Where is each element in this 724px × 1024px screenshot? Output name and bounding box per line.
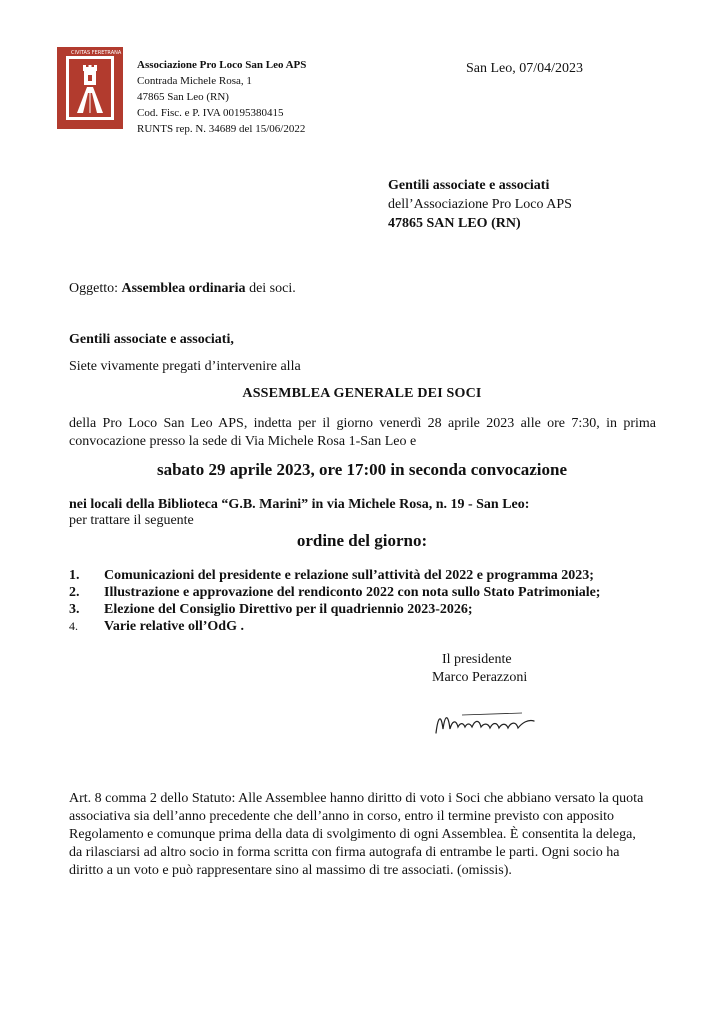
treat-line: per trattare il seguente <box>69 513 194 528</box>
intro-text: Siete vivamente pregati d’intervenire alla <box>69 359 301 374</box>
agenda-item <box>69 584 617 601</box>
subject-bold: Assemblea ordinaria <box>121 281 246 296</box>
org-tax-code: Cod. Fisc. e P. IVA 00195380415 <box>137 107 284 119</box>
agenda-item-number: 1. <box>69 568 80 583</box>
agenda-item <box>69 567 617 584</box>
signatory-name: Marco Perazzoni <box>432 670 528 685</box>
agenda-item-number: 4. <box>69 619 78 633</box>
agenda-item-text: Illustrazione e approvazione del rendiconto 2022 con nota sullo Stato Patrimoniale; <box>104 585 601 600</box>
agenda-item-text: Comunicazioni del presidente e relazione sull’attività del 2022 e programma 2023; <box>104 568 594 583</box>
letter-date: San Leo, 07/04/2023 <box>466 61 584 76</box>
agenda-item-text: Varie relative oll’OdG . <box>104 619 244 634</box>
recipient-block <box>388 176 572 233</box>
org-name: Associazione Pro Loco San Leo APS <box>137 59 307 71</box>
second-call-heading: sabato 29 aprile 2023, ore 17:00 in seconda convocazione <box>156 460 568 479</box>
pro-loco-logo <box>57 47 123 129</box>
recipient-line-3: 47865 SAN LEO (RN) <box>388 216 521 231</box>
assembly-title: ASSEMBLEA GENERALE DEI SOCI <box>242 386 482 401</box>
handwritten-signature <box>432 703 542 743</box>
recipient-line-1: Gentili associate e associati <box>388 178 550 193</box>
organization-block <box>137 57 306 137</box>
logo-lettering: CIVITAS FERETRANA <box>71 50 122 56</box>
greeting: Gentili associate e associati, <box>69 332 234 347</box>
subject-prefix: Oggetto: <box>69 281 122 296</box>
subject-suffix: dei soci. <box>245 281 296 296</box>
agenda-item <box>69 601 617 618</box>
agenda-item <box>69 618 617 635</box>
venue-line: nei locali della Biblioteca “G.B. Marini” in via Michele Rosa, n. 19 - San Leo: <box>69 497 530 512</box>
agenda-list <box>69 567 617 635</box>
first-call-paragraph: della Pro Loco San Leo APS, indetta per il giorno venerdì 28 aprile 2023 alle ore 7:30, in prima convocazione presso la sede di Via Michele Rosa 1-San Leo e <box>69 416 656 449</box>
recipient-line-2: dell’Associazione Pro Loco APS <box>388 197 572 212</box>
org-city: 47865 San Leo (RN) <box>137 91 229 103</box>
org-address: Contrada Michele Rosa, 1 <box>137 75 252 87</box>
subject-line <box>69 280 296 298</box>
statute-article: Art. 8 comma 2 dello Statuto: Alle Assemblee hanno diritto di voto i Soci che abbiano versato la quota associativa sia dell’anno precedente che dell’anno in corso, entro il termine previsto con apposito Regolamento e comunque prima della data di svolgimento di ogni Assemblea. È consentita la delega, da rilasciarsi ad altro socio in forma scritta con firma autografa di entrambe le parti. Ogni socio ha diritto a un voto e può rappresentare sino al massimo di tre associati. (omissis). <box>69 791 644 878</box>
signatory-title: Il presidente <box>442 652 512 667</box>
agenda-item-number: 3. <box>69 602 80 617</box>
agenda-title: ordine del giorno: <box>296 531 428 550</box>
agenda-item-number: 2. <box>69 585 80 600</box>
org-runts: RUNTS rep. N. 34689 del 15/06/2022 <box>137 123 306 135</box>
agenda-item-text: Elezione del Consiglio Direttivo per il quadriennio 2023-2026; <box>104 602 473 617</box>
